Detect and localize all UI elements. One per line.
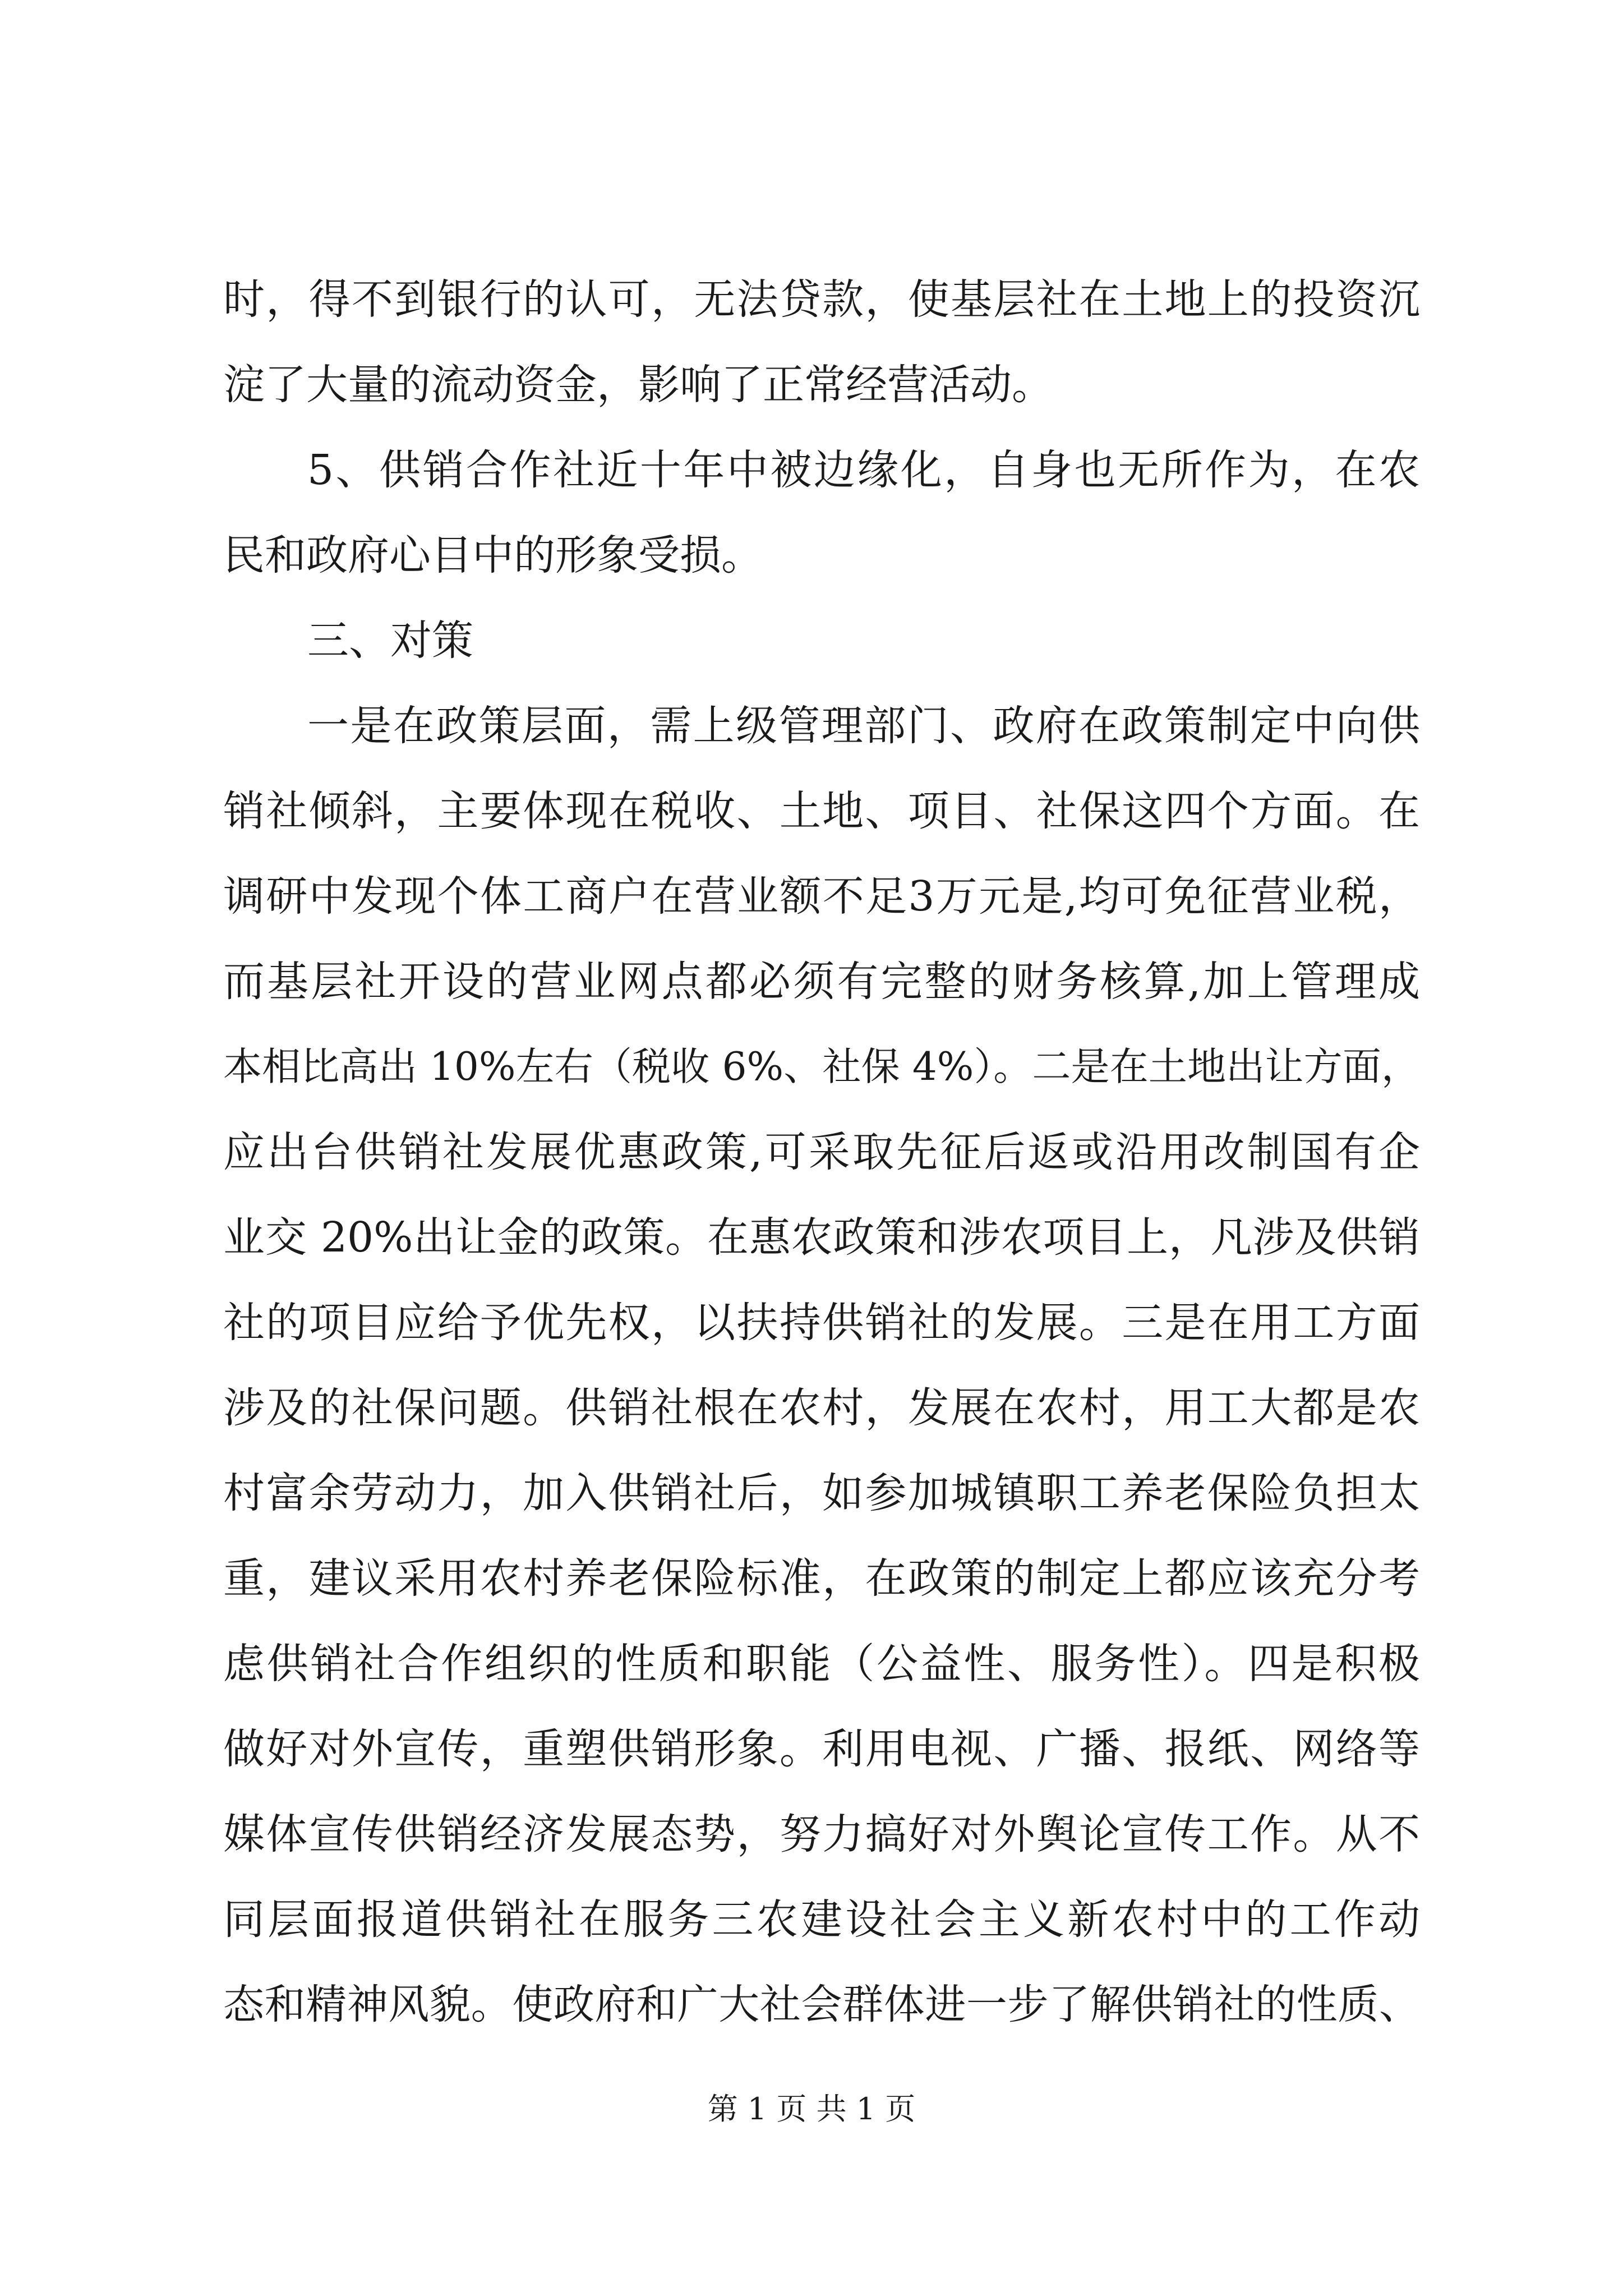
text-line: 本相比高出 10%左右（税收 6%、社保 4%）。二是在土地出让方面，: [223, 1045, 1420, 1089]
text-line: 销社倾斜，主要体现在税收、土地、项目、社保这四个方面。在: [223, 787, 1420, 835]
text-line: 应出台供销社发展优惠政策,可采取先征后返或沿用改制国有企: [223, 1128, 1420, 1176]
text-line: 时，得不到银行的认可，无法贷款，使基层社在土地上的投资沉: [223, 275, 1420, 324]
text-line: 村富余劳动力，加入供销社后，如参加城镇职工养老保险负担太: [223, 1469, 1420, 1517]
text-line: 同层面报道供销社在服务三农建设社会主义新农村中的工作动: [223, 1895, 1420, 1944]
text-line: 社的项目应给予优先权，以扶持供销社的发展。三是在用工方面: [223, 1299, 1420, 1347]
text-line: 5、供销合作社近十年中被边缘化，自身也无所作为，在农: [307, 446, 1420, 494]
text-line: 涉及的社保问题。供销社根在农村，发展在农村，用工大都是农: [223, 1384, 1420, 1432]
text-line: 而基层社开设的营业网点都必须有完整的财务核算,加上管理成: [223, 958, 1420, 1006]
text-line: 调研中发现个体工商户在营业额不足3万元是,均可免征营业税，: [223, 872, 1420, 921]
page-footer: 第 1 页 共 1 页: [707, 2091, 916, 2127]
document-body: [223, 257, 1420, 2047]
text-line: 一是在政策层面，需上级管理部门、政府在政策制定中向供: [307, 702, 1420, 750]
text-line: 虑供销社合作组织的性质和职能（公益性、服务性）。四是积极: [223, 1640, 1420, 1688]
text-line: 淀了大量的流动资金，影响了正常经营活动。: [223, 361, 1053, 409]
text-line: 态和精神风貌。使政府和广大社会群体进一步了解供销社的性质、: [223, 1981, 1420, 2028]
text-line: 民和政府心目中的形象受损。: [223, 531, 763, 579]
text-line: 业交 20%出让金的政策。在惠农政策和涉农项目上，凡涉及供销: [223, 1213, 1420, 1262]
text-line: 媒体宣传供销经济发展态势，努力搞好对外舆论宣传工作。从不: [223, 1810, 1420, 1858]
text-line: 做好对外宣传，重塑供销形象。利用电视、广播、报纸、网络等: [223, 1725, 1420, 1773]
section-heading: 三、对策: [307, 616, 473, 665]
text-line: 重，建议采用农村养老保险标准，在政策的制定上都应该充分考: [223, 1554, 1420, 1603]
